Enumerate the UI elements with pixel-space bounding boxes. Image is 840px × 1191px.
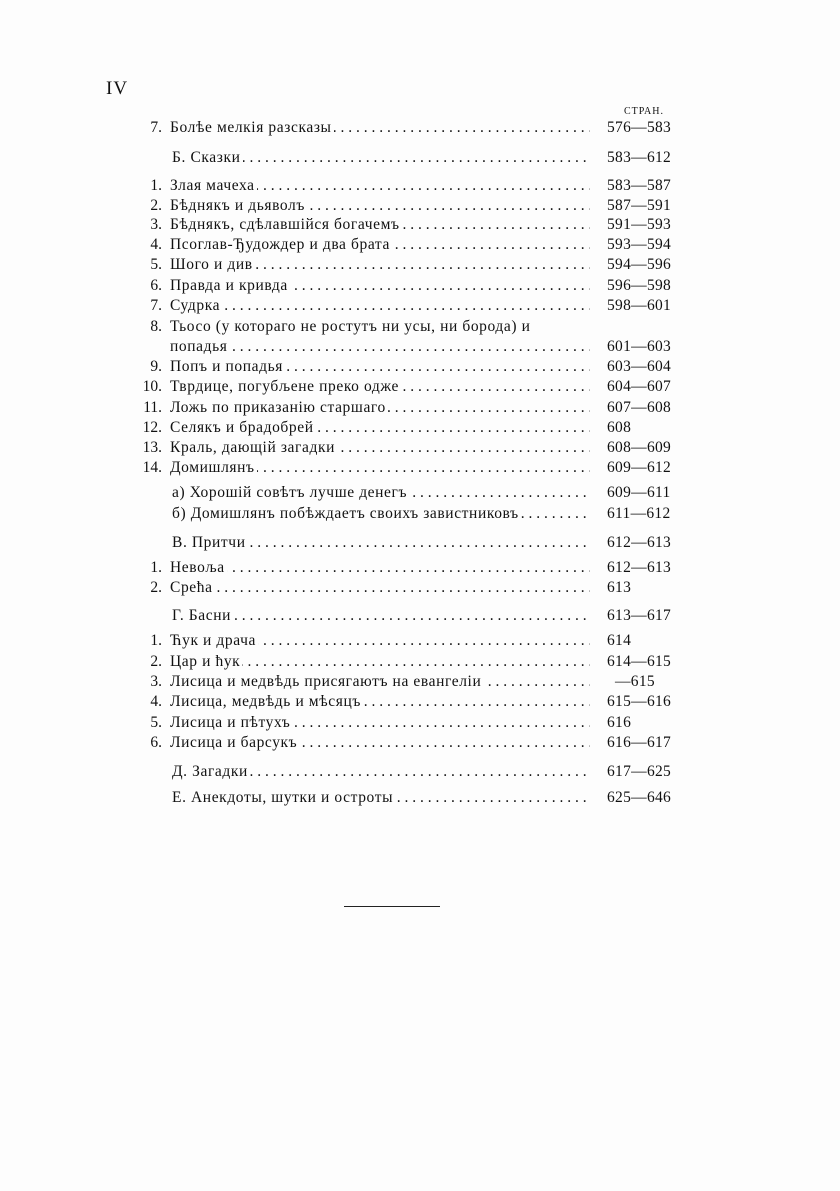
toc-entry — [0, 234, 840, 255]
toc-entry-number: 8. — [150, 318, 162, 335]
toc-entry-title — [172, 761, 590, 782]
toc-entry-number: 6. — [150, 277, 162, 294]
toc-entry-title — [170, 214, 590, 235]
toc-entry — [0, 503, 840, 524]
toc-entry-pages: 614 — [607, 632, 632, 649]
toc-entry-pages: 594—596 — [607, 256, 672, 273]
toc-entry-number: 12. — [142, 419, 162, 436]
toc-entry-title — [170, 356, 590, 377]
toc-entry-pages: 612—613 — [607, 559, 672, 576]
pages-column-header: СТРАН. — [624, 106, 665, 117]
toc-entry-pages: 616 — [607, 714, 632, 731]
toc-entry-number: 1. — [150, 559, 162, 576]
toc-entry-text: Д. Загадки — [172, 763, 248, 780]
toc-entry-text: Б. Сказки — [172, 149, 241, 166]
toc-entry-title — [170, 376, 590, 397]
toc-entry-title — [170, 671, 590, 692]
toc-entry-text: Попъ и попадья — [170, 358, 284, 375]
toc-entry-title — [170, 254, 590, 275]
toc-entry-text: Ћук и драча — [170, 632, 256, 649]
toc-entry-text: а) Хорошій совѣтъ лучше денегъ — [172, 484, 408, 501]
toc-entry — [0, 175, 840, 196]
toc-entry — [0, 356, 840, 377]
toc-entry-title — [170, 630, 590, 651]
toc-entry-text: Срећа — [170, 579, 213, 596]
toc-entry-title — [170, 417, 590, 438]
toc-entry-number: 9. — [150, 358, 162, 375]
toc-entry-title — [170, 316, 730, 337]
toc-entry-pages: 614—615 — [607, 653, 672, 670]
toc-entry-title — [170, 732, 590, 753]
toc-entry — [0, 195, 840, 216]
toc-entry-text: Тврдице, погубљене преко одже — [170, 378, 399, 395]
toc-entry-pages: 583—612 — [607, 149, 672, 166]
toc-entry-title — [172, 147, 590, 168]
toc-entry-pages: 615—616 — [607, 693, 672, 710]
toc-entry — [0, 787, 840, 808]
toc-entry — [0, 275, 840, 296]
toc-entry-text: Болѣе мелкія разсказы — [170, 119, 332, 136]
toc-entry-number: 10. — [142, 378, 162, 395]
end-divider — [344, 906, 440, 907]
toc-entry-text: Краль, дающій загадки — [170, 439, 335, 456]
toc-entry-text: Правда и кривда — [170, 277, 288, 294]
toc-entry — [0, 671, 840, 692]
toc-entry-pages: 603—604 — [607, 358, 672, 375]
toc-entry-pages: 625—646 — [607, 789, 672, 806]
toc-entry-title — [170, 651, 590, 672]
toc-entry-text: Злая мачеха — [170, 177, 255, 194]
toc-entry-title — [172, 787, 590, 808]
toc-entry-number: 2. — [150, 197, 162, 214]
toc-entry — [0, 147, 840, 168]
toc-entry — [0, 532, 840, 553]
toc-entry-pages: 612—613 — [607, 534, 672, 551]
toc-entry-pages: 613—617 — [607, 607, 672, 624]
toc-entry-text: Шого и див — [170, 256, 253, 273]
toc-entry-title — [172, 503, 590, 524]
toc-entry-number: 3. — [150, 673, 162, 690]
toc-entry-title — [170, 295, 590, 316]
toc-entry — [0, 376, 840, 397]
toc-entry-pages: 596—598 — [607, 277, 672, 294]
toc-entry-number: 4. — [150, 693, 162, 710]
toc-entry-number: 7. — [150, 119, 162, 136]
toc-entry-title — [170, 691, 590, 712]
toc-entry-number: 14. — [142, 459, 162, 476]
toc-entry-number: 1. — [150, 177, 162, 194]
toc-entry-pages: 616—617 — [607, 734, 672, 751]
toc-entry-pages: 591—593 — [607, 216, 672, 233]
toc-entry-title — [172, 482, 590, 503]
toc-entry-title — [170, 336, 590, 357]
toc-entry-pages: 604—607 — [607, 378, 672, 395]
toc-entry-number: 6. — [150, 734, 162, 751]
toc-entry-title — [170, 195, 590, 216]
toc-entry-pages: 611—612 — [607, 505, 671, 522]
toc-entry-pages: 587—591 — [607, 197, 672, 214]
toc-entry-number: 4. — [150, 236, 162, 253]
page-number: IV — [106, 78, 129, 99]
toc-entry — [0, 214, 840, 235]
toc-entry-title — [170, 397, 590, 418]
toc-entry-text: Невоља — [170, 559, 225, 576]
toc-entry-text: Бѣднякъ и дьяволъ — [170, 197, 306, 214]
toc-entry-text: Лисица и пѣтухъ — [170, 714, 291, 731]
toc-entry-number: 1. — [150, 632, 162, 649]
toc-entry — [0, 295, 840, 316]
toc-entry-title — [172, 605, 590, 626]
toc-entry — [0, 397, 840, 418]
toc-entry-text: Бѣднякъ, сдѣлавшійся богачемъ — [170, 216, 400, 233]
toc-entry-text: б) Домишлянъ побѣждаетъ своихъ завистниковъ — [172, 505, 519, 522]
toc-entry-title — [170, 557, 590, 578]
toc-entry-title — [170, 437, 590, 458]
toc-entry — [0, 732, 840, 753]
toc-entry-number: 2. — [150, 653, 162, 670]
toc-entry-pages: 608 — [607, 419, 632, 436]
toc-entry-text: Цар и ћук — [170, 653, 241, 670]
toc-entry — [0, 417, 840, 438]
toc-entry — [0, 712, 840, 733]
toc-entry-title — [170, 712, 590, 733]
toc-entry — [0, 557, 840, 578]
toc-entry — [0, 605, 840, 626]
toc-entry-title — [170, 577, 590, 598]
toc-entry-number: 3. — [150, 216, 162, 233]
toc-entry — [0, 482, 840, 503]
toc-entry-number: 13. — [142, 439, 162, 456]
toc-entry-title — [172, 532, 590, 553]
toc-entry-pages: 601—603 — [607, 338, 672, 355]
toc-entry — [0, 254, 840, 275]
toc-entry-text: Домишлянъ — [170, 459, 255, 476]
toc-entry-text: Е. Анекдоты, шутки и остроты — [172, 789, 394, 806]
toc-entry-number: 5. — [150, 714, 162, 731]
toc-entry-pages: 608—609 — [607, 439, 672, 456]
toc-entry-pages: 617—625 — [607, 763, 672, 780]
toc-entry-pages: 598—601 — [607, 297, 672, 314]
toc-entry-pages: 576—583 — [607, 119, 672, 136]
toc-entry-pages: 593—594 — [607, 236, 672, 253]
toc-entry-title — [170, 457, 590, 478]
toc-entry-title — [170, 175, 590, 196]
toc-entry-text: Ложь по приказанію старшаго — [170, 399, 386, 416]
toc-entry-text: попадья — [170, 338, 228, 355]
toc-entry — [0, 577, 840, 598]
toc-entry-text: В. Притчи — [172, 534, 246, 551]
toc-entry-text: Селякъ и брадобрей — [170, 419, 314, 436]
toc-entry-title — [170, 275, 590, 296]
toc-entry-text: Тьосо (у котораго не ростутъ ни усы, ни борода) и — [170, 318, 531, 335]
toc-entry — [0, 630, 840, 651]
toc-entry — [0, 761, 840, 782]
toc-entry-pages: 609—612 — [607, 459, 672, 476]
toc-entry — [0, 437, 840, 458]
toc-entry-text: Лисица и барсукъ — [170, 734, 298, 751]
toc-entry-pages: 583—587 — [607, 177, 672, 194]
toc-entry-pages: 609—611 — [607, 484, 671, 501]
toc-entry — [0, 651, 840, 672]
toc-entry-number: 7. — [150, 297, 162, 314]
toc-entry-text: Судрка — [170, 297, 221, 314]
toc-entry — [0, 691, 840, 712]
toc-entry — [0, 117, 840, 138]
toc-entry-title — [170, 117, 590, 138]
toc-entry-text: Лисица и медвѣдь присягаютъ на евангеліи — [170, 673, 482, 690]
toc-entry-pages: 607—608 — [607, 399, 672, 416]
toc-entry — [0, 457, 840, 478]
toc-entry-number: 5. — [150, 256, 162, 273]
toc-entry — [0, 316, 840, 337]
toc-entry — [0, 336, 840, 357]
toc-entry-title — [170, 234, 590, 255]
toc-entry-number: 2. — [150, 579, 162, 596]
toc-entry-text: Лисица, медвѣдь и мѣсяцъ — [170, 693, 361, 710]
toc-entry-pages: 613 — [607, 579, 632, 596]
toc-entry-text: Г. Басни — [172, 607, 232, 624]
toc-entry-text: Псоглав-Ђудождер и два брата — [170, 236, 390, 253]
toc-entry-number: 11. — [143, 399, 162, 416]
toc-entry-pages: —615 — [615, 673, 655, 690]
